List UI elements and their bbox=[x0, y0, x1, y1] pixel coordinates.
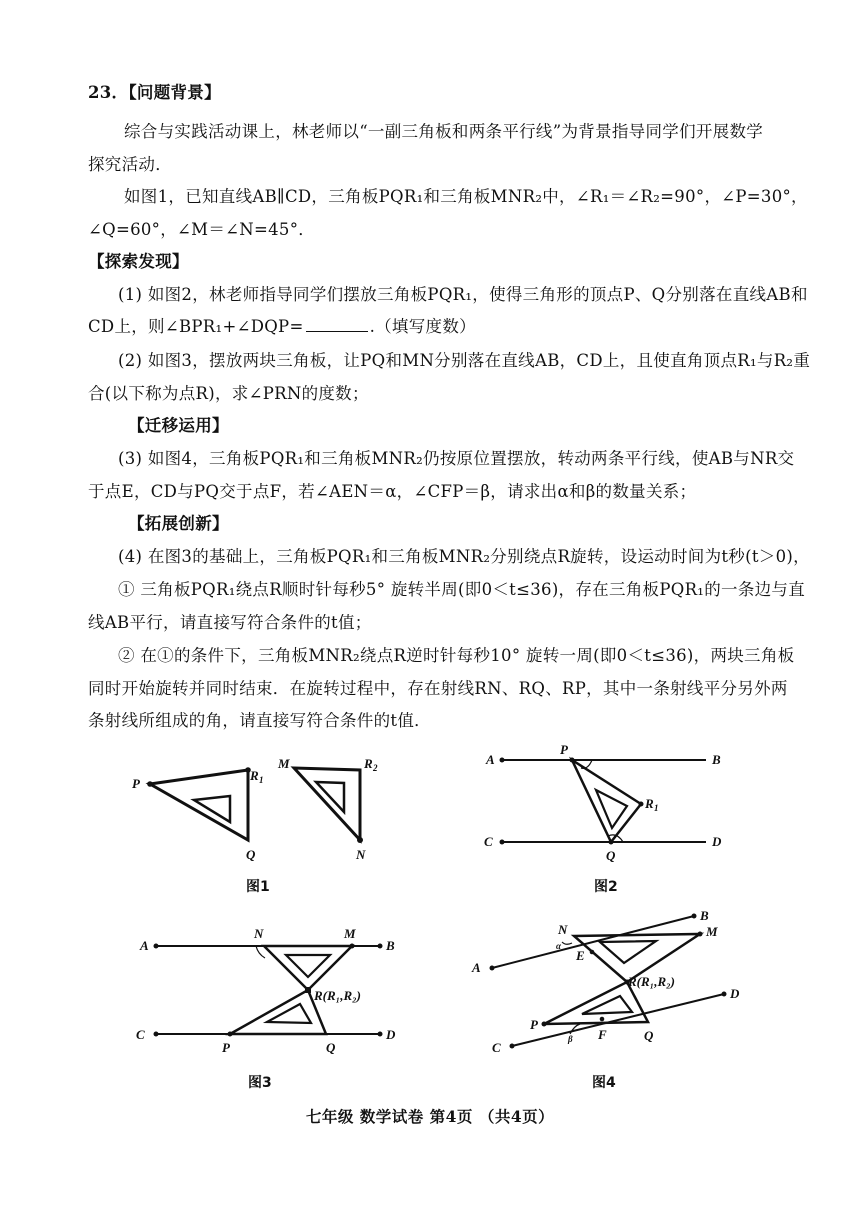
fig4-label-alpha: α bbox=[556, 941, 561, 951]
q4-line-a: (4) 在图3的基础上，三角板PQR₁和三角板MNR₂分别绕点R旋转，设运动时间为t秒(t＞0)， bbox=[118, 547, 810, 566]
fig3-label-C: C bbox=[136, 1027, 145, 1042]
fig4-label-N: N bbox=[558, 922, 568, 937]
fig2-label-R1-sub: 1 bbox=[654, 803, 659, 813]
fig3-label-Q: Q bbox=[326, 1040, 336, 1055]
section-explore: 【探索发现】 bbox=[88, 252, 189, 271]
fig1-label-R2-sub: 2 bbox=[373, 763, 378, 773]
fig4-label-beta: β bbox=[568, 1034, 573, 1044]
fig2-label-B: B bbox=[712, 752, 721, 767]
fig1-label-R1: R bbox=[250, 768, 259, 783]
q4-2-line-b: 同时开始旋转并同时结束．在旋转过程中，存在射线RN、RQ、RP，其中一条射线平分另外两 bbox=[88, 679, 788, 698]
figure-4-caption: 图4 bbox=[592, 1075, 616, 1091]
fig4-label-R: R(R₁,R₂) bbox=[628, 974, 675, 989]
given-line-1: 如图1，已知直线AB∥CD，三角板PQR₁和三角板MNR₂中，∠R₁＝∠R₂=90°，∠P=30°， bbox=[124, 187, 808, 206]
answer-blank bbox=[306, 317, 368, 332]
fig3-label-P: P bbox=[222, 1040, 230, 1055]
fig1-label-R1-sub: 1 bbox=[259, 775, 264, 785]
figure-2-caption: 图2 bbox=[594, 879, 618, 895]
fig2-label-A: A bbox=[486, 752, 495, 767]
fig3-label-M: M bbox=[344, 926, 356, 941]
fig4-label-P: P bbox=[530, 1017, 538, 1032]
q4-2-line-c: 条射线所组成的角，请直接写符合条件的t值． bbox=[88, 711, 431, 730]
section-extend: 【拓展创新】 bbox=[128, 514, 229, 533]
figure-4 bbox=[462, 906, 762, 1091]
q1-line-a: (1) 如图2，林老师指导同学们摆放三角板PQR₁，使得三角形的顶点P、Q分别落在直线AB和 bbox=[118, 285, 808, 304]
q4-1-line-a: ① 三角板PQR₁绕点R顺时针每秒5° 旋转半周(即0＜t≤36)，存在三角板PQR₁的一条边与直 bbox=[118, 580, 806, 599]
q3-line-b: 于点E，CD与PQ交于点F，若∠AEN＝α，∠CFP＝β，请求出α和β的数量关系； bbox=[88, 482, 697, 501]
fig4-label-M: M bbox=[706, 924, 718, 939]
fig1-label-P: P bbox=[132, 776, 140, 791]
figure-2-diagram bbox=[480, 740, 740, 870]
figure-1-diagram bbox=[120, 740, 400, 870]
figure-3-caption: 图3 bbox=[248, 1075, 272, 1091]
problem-title: 23．【问题背景】 bbox=[88, 83, 221, 102]
q1-suffix: .（填写度数） bbox=[369, 317, 476, 336]
q1-line-b bbox=[88, 316, 476, 338]
fig3-label-N: N bbox=[254, 926, 264, 941]
fig4-label-F: F bbox=[598, 1027, 607, 1042]
fig1-label-Q: Q bbox=[246, 847, 256, 862]
figure-4-diagram bbox=[462, 906, 762, 1066]
fig2-label-R1: R bbox=[645, 796, 654, 811]
fig2-label-D: D bbox=[712, 834, 722, 849]
q4-1-line-b: 线AB平行，请直接写符合条件的t值； bbox=[88, 613, 372, 632]
fig3-label-A: A bbox=[140, 938, 149, 953]
fig4-label-B: B bbox=[700, 908, 709, 923]
fig1-label-N: N bbox=[356, 847, 366, 862]
figure-3-diagram bbox=[130, 922, 420, 1062]
fig3-label-B: B bbox=[386, 938, 395, 953]
fig4-label-E: E bbox=[576, 948, 585, 963]
fig4-label-C: C bbox=[492, 1040, 501, 1055]
figure-1-caption: 图1 bbox=[246, 879, 270, 895]
q2-line-a: (2) 如图3，摆放两块三角板，让PQ和MN分别落在直线AB，CD上，且使直角顶点R₁与R₂重 bbox=[118, 351, 811, 370]
fig2-label-P: P bbox=[560, 742, 568, 757]
fig4-label-A: A bbox=[472, 960, 481, 975]
fig3-label-R: R(R₁,R₂) bbox=[314, 988, 361, 1003]
figure-1 bbox=[120, 740, 400, 895]
q3-line-a: (3) 如图4，三角板PQR₁和三角板MNR₂仍按原位置摆放，转动两条平行线，使AB与NR交 bbox=[118, 449, 795, 468]
fig4-label-Q: Q bbox=[644, 1028, 654, 1043]
fig1-label-M: M bbox=[278, 756, 290, 771]
intro-line-2: 探究活动． bbox=[88, 155, 172, 174]
q4-2-line-a: ② 在①的条件下，三角板MNR₂绕点R逆时针每秒10° 旋转一周(即0＜t≤36)，两块三角板 bbox=[118, 646, 795, 665]
figure-2 bbox=[480, 740, 740, 895]
intro-line-1: 综合与实践活动课上，林老师以“一副三角板和两条平行线”为背景指导同学们开展数学 bbox=[124, 122, 764, 141]
fig2-label-C: C bbox=[484, 834, 493, 849]
fig4-label-D: D bbox=[730, 986, 740, 1001]
given-line-2: ∠Q=60°，∠M＝∠N=45°． bbox=[88, 220, 316, 239]
figure-3 bbox=[130, 922, 420, 1091]
q2-line-b: 合(以下称为点R)，求∠PRN的度数； bbox=[88, 384, 369, 403]
fig1-label-R2: R bbox=[364, 756, 373, 771]
fig2-label-Q: Q bbox=[606, 848, 616, 863]
q1-stem: CD上，则∠BPR₁+∠DQP= bbox=[88, 317, 304, 336]
section-transfer: 【迁移运用】 bbox=[128, 416, 229, 435]
page-footer: 七年级 数学试卷 第4页 （共4页） bbox=[305, 1107, 555, 1126]
fig3-label-D: D bbox=[386, 1027, 396, 1042]
